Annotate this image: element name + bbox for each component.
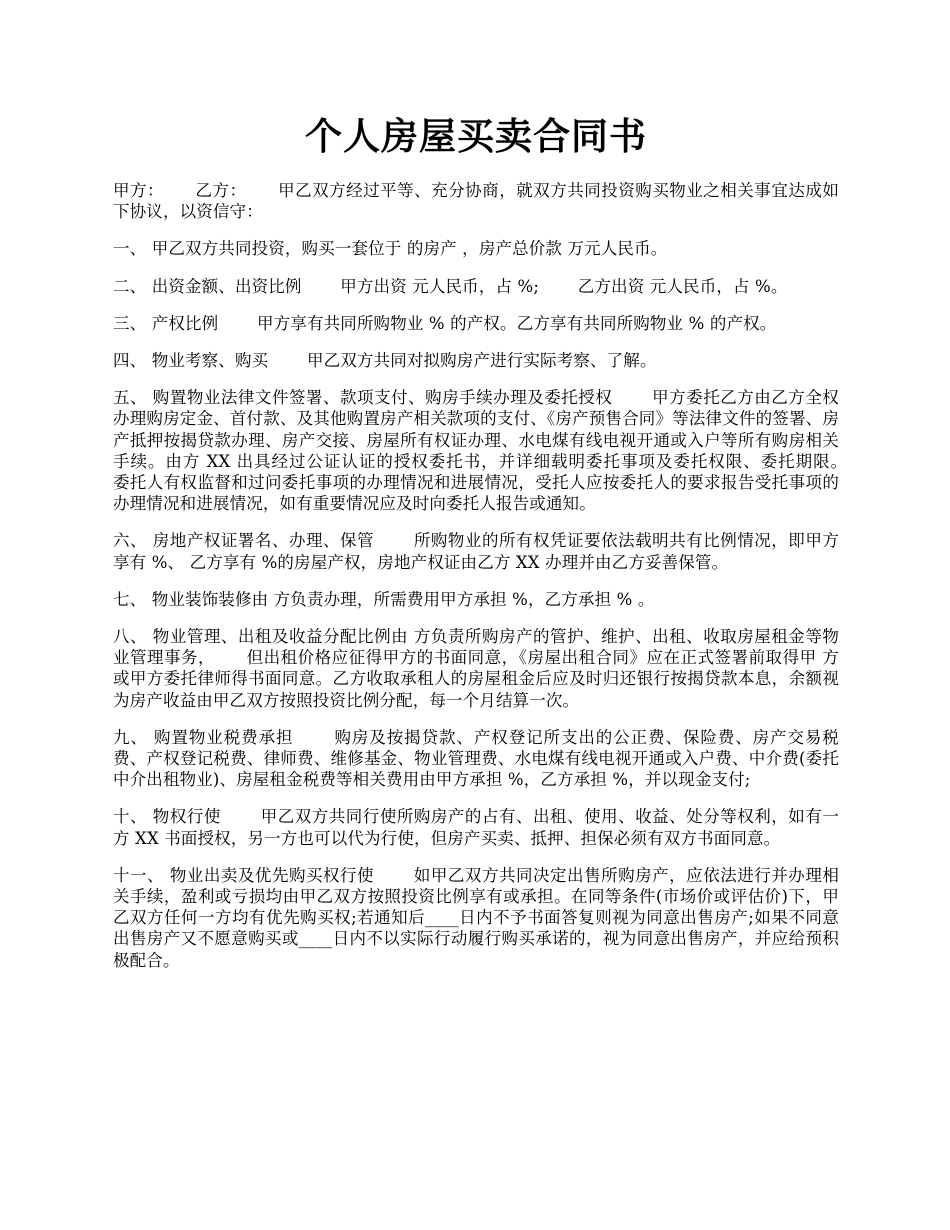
document-title: 个人房屋买卖合同书 [305,114,647,158]
clause-5-legal-documents: 五、 购置物业法律文件签署、款项支付、购房手续办理及委托授权 甲方委托乙方由乙方全权办理购房定金、首付款、及其他购置房产相关款项的支付、《房产预售合同》等法律文件的签署、房产抵押按揭贷款办理、房产交接、房屋所有权证办理、水电煤有线电视开通或入户等所有购房相关手续。由方 XX 出具经过公证认证的授权委托书，并详细载明委托事项及委托权限、委托期限。 委托人有权监督和过问委托事项的办理情况和进展情况，受托人应按委托人的要求报告受托事项的办理情况和进展情况，如有重要情况应及时向委托人报告或通知。 [113,388,878,514]
intro-paragraph: 甲方： 乙方： 甲乙双方经过平等、充分协商，就双方共同投资购买物业之相关事宜达成如下协议，以资信守： [113,181,839,222]
clause-8-management-rental: 八、 物业管理、出租及收益分配比例由 方负责所购房产的管护、维护、出租、收取房屋租金等物业管理事务， 但出租价格应征得甲方的书面同意，《房屋出租合同》应在正式签署前取得甲 方或甲方委托律师得书面同意。乙方收取承租人的房屋租金后应及时归还银行按揭贷款本息，余额视为房产收益由甲乙双方按照投资比例分配，每一个月结算一次。 [113,627,839,710]
clause-2-contribution-ratio: 二、 出资金额、出资比例 甲方出资 元人民币，占 %; 乙方出资 元人民币，占 %。 [113,276,788,296]
clause-10-property-rights: 十、 物权行使 甲乙双方共同行使所购房产的占有、出租、使用、收益、处分等权利，如有一方 XX 书面授权，另一方也可以代为行使，但房产买卖、抵押、担保必须有双方书面同意。 [113,807,839,848]
clause-9-taxes-fees: 九、 购置物业税费承担 购房及按揭贷款、产权登记所支出的公正费、保险费、房产交易税费、产权登记税费、律师费、维修基金、物业管理费、水电煤有线电视开通或入户费、中介费(委托中介出租物业)、房屋租金税费等相关费用由甲方承担 %，乙方承担 %，并以现金支付; [113,727,839,790]
clause-7-decoration: 七、 物业装饰装修由 方负责办理，所需费用甲方承担 %，乙方承担 % 。 [113,589,655,609]
contract-body [113,180,878,987]
clause-11-sale-preemption: 十一、 物业出卖及优先购买权行使 如甲乙双方共同决定出售所购房产，应依法进行并办理相关手续，盈利或亏损均由甲乙双方按照投资比例享有或承担。在同等条件(市场价或评估价)下，甲乙双方任何一方均有优先购买权;若通知后____日内不予书面答复则视为同意出售房产;如果不同意出售房产又不愿意购买或____日内不以实际行动履行购买承诺的，视为同意出售房产，并应给预积极配合。 [113,865,839,970]
clause-4-property-inspection: 四、 物业考察、购买 甲乙双方共同对拟购房产进行实际考察、了解。 [113,351,657,371]
clause-6-property-certificate: 六、 房地产权证署名、办理、保管 所购物业的所有权凭证要依法载明共有比例情况，即甲方享有 %、 乙方享有 %的房屋产权，房地产权证由乙方 XX 办理并由乙方妥善保管。 [113,531,839,572]
clause-1-joint-investment: 一、 甲乙双方共同投资，购买一套位于 的房产 ，房产总价款 万元人民币。 [113,239,668,259]
clause-3-ownership-ratio: 三、 产权比例 甲方享有共同所购物业 % 的产权。乙方享有共同所购物业 % 的产权。 [113,313,777,333]
